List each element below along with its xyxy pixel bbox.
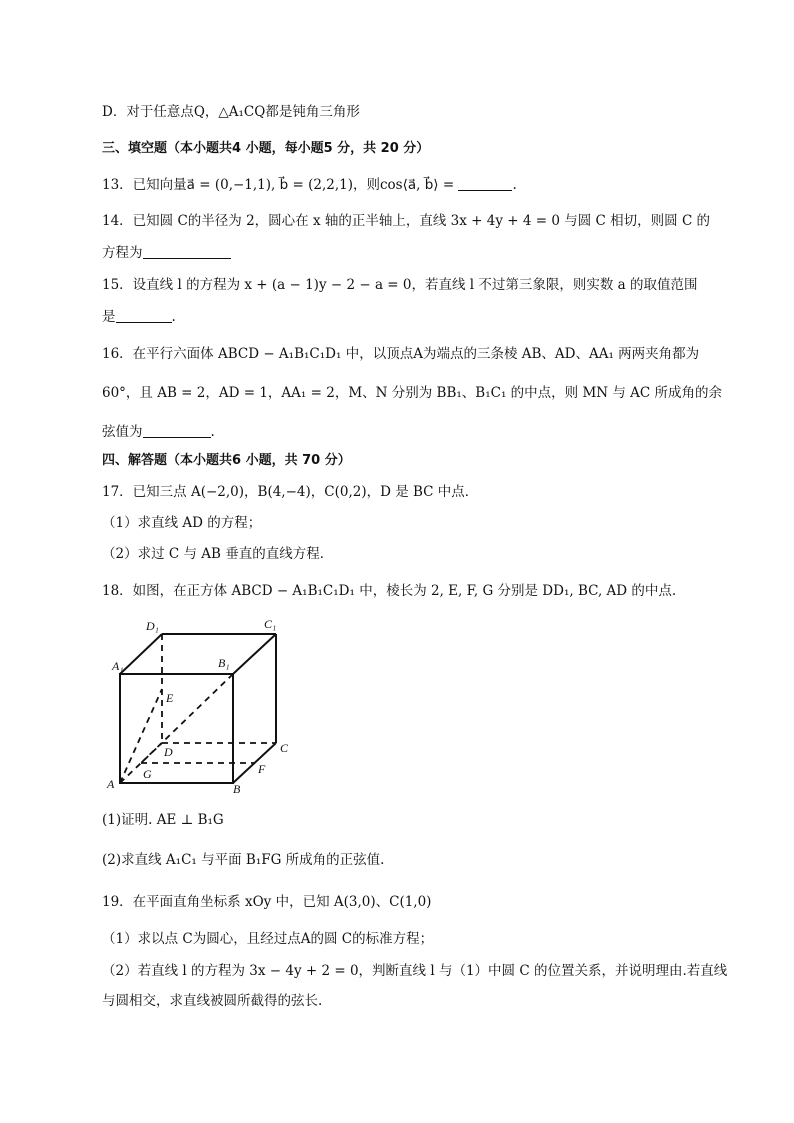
question-14-text: 方程为 (102, 245, 143, 261)
question-16: 16．在平行六面体 ABCD − A₁B₁C₁D₁ 中，以顶点A为端点的三条棱 AB、AD、AA₁ 两两夹角都为 (102, 346, 700, 362)
question-17-part2: （2）求过 C 与 AB 垂直的直线方程． (102, 546, 334, 562)
question-19: 19．在平面直角坐标系 xOy 中，已知 A(3,0)、C(1,0) (102, 894, 432, 910)
answer-blank-13 (458, 178, 512, 191)
label-d: D (164, 745, 173, 759)
question-16-line2: 60°，且 AB = 2，AD = 1，AA₁ = 2，M、N 分别为 BB₁、B₁C₁ 的中点，则 MN 与 AC 所成角的余 (102, 385, 723, 401)
label-a1: A₁ (112, 659, 124, 673)
question-17: 17．已知三点 A(−2,0)，B(4,−4)，C(0,2)，D 是 BC 中点． (102, 484, 479, 500)
answer-blank-15 (116, 310, 172, 323)
question-13-end: . (512, 177, 517, 193)
question-15-end: . (171, 309, 176, 325)
question-15-cont (102, 308, 176, 326)
label-g: G (143, 767, 152, 781)
label-c1: C₁ (264, 617, 277, 631)
question-16-cont (102, 423, 215, 441)
question-15-text: 是 (102, 309, 116, 325)
question-15: 15．设直线 l 的方程为 x + (a − 1)y − 2 − a = 0，若直线 l 不过第三象限，则实数 a 的取值范围 (102, 277, 698, 293)
question-18-part2: (2)求直线 A₁C₁ 与平面 B₁FG 所成角的正弦值. (102, 852, 385, 868)
question-14: 14．已知圆 C的半径为 2，圆心在 x 轴的正半轴上，直线 3x + 4y + 4 = 0 与圆 C 相切，则圆 C 的 (102, 213, 711, 229)
question-19-part1: （1）求以点 C为圆心，且经过点A的圆 C的标准方程； (102, 931, 434, 947)
label-a: A (107, 777, 115, 791)
label-c: C (280, 741, 289, 755)
label-e: E (166, 691, 174, 705)
question-13 (102, 176, 517, 194)
segment-ae (120, 689, 162, 783)
label-d1: D₁ (146, 619, 159, 633)
question-19-part2-cont: 与圆相交，求直线被圆所截得的弦长. (102, 993, 323, 1009)
section-4-heading: 四、解答题（本小题共6 小题，共 70 分） (102, 453, 351, 468)
answer-blank-14 (143, 246, 231, 259)
question-14-cont (102, 244, 231, 262)
label-b: B (233, 782, 241, 796)
cube-figure (100, 612, 310, 797)
question-13-text: 13．已知向量a⃗ = (0,−1,1), b⃗ = (2,2,1)，则cos⟨a⃗, b⃗⟩ = (102, 177, 455, 193)
question-17-part1: （1）求直线 AD 的方程； (102, 515, 262, 531)
section-3-heading: 三、填空题（本小题共4 小题，每小题5 分，共 20 分） (102, 141, 430, 156)
edge-a1d1 (120, 634, 162, 674)
question-18: 18．如图，在正方体 ABCD − A₁B₁C₁D₁ 中，棱长为 2, E, F, G 分别是 DD₁, BC, AD 的中点. (102, 583, 677, 599)
label-b1: B₁ (218, 656, 230, 670)
edge-b1c1 (233, 634, 276, 674)
question-16-text: 弦值为 (102, 424, 143, 440)
label-f: F (258, 762, 266, 776)
question-16-end: . (210, 424, 215, 440)
question-19-part2: （2）若直线 l 的方程为 3x − 4y + 2 = 0，判断直线 l 与（1）中圆 C 的位置关系，并说明理由.若直线 (102, 963, 728, 979)
question-18-part1: (1)证明. AE ⊥ B₁G (102, 812, 224, 828)
answer-blank-16 (143, 425, 211, 438)
option-d: D．对于任意点Q，△A₁CQ都是钝角三角形 (102, 104, 360, 120)
